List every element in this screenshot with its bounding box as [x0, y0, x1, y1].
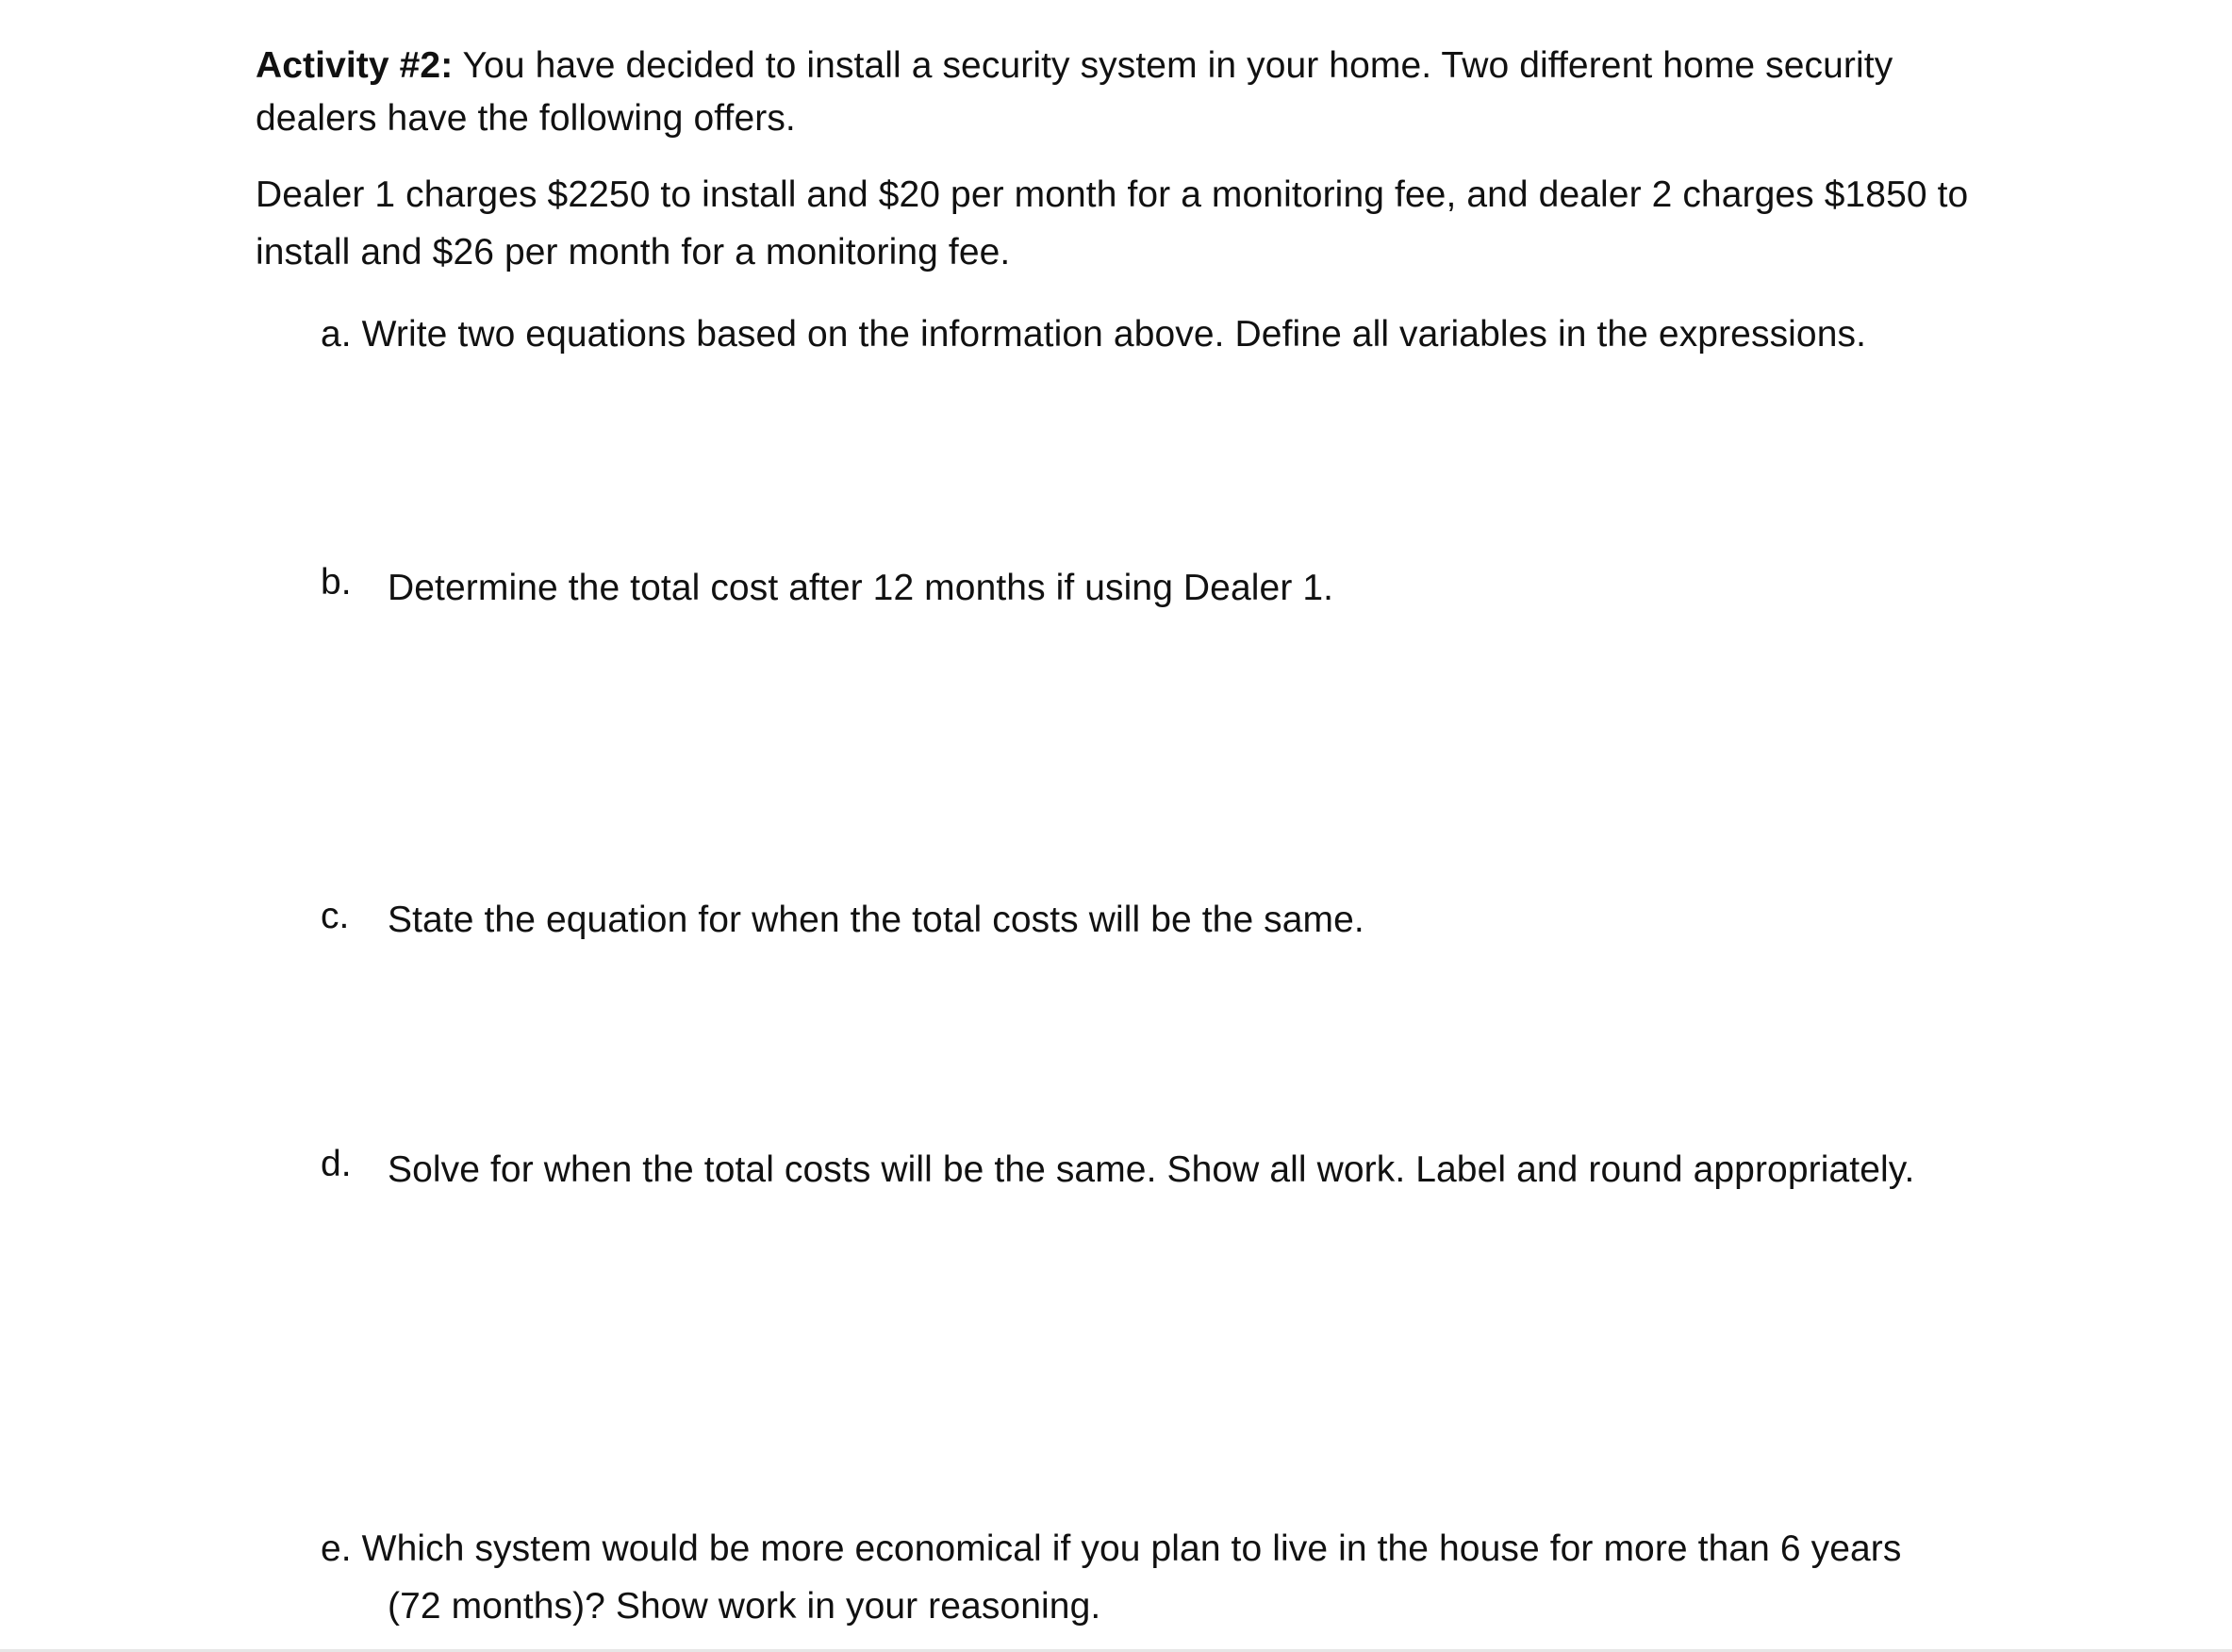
activity-intro-line2: dealers have the following offers. — [256, 98, 796, 139]
question-a: a. Write two equations based on the information above. Define all variables in the expressions. — [321, 314, 1867, 355]
activity-intro-line1 — [256, 47, 1893, 84]
activity-label: Activity #2: — [256, 45, 454, 86]
question-b: Determine the total cost after 12 months if using Dealer 1. — [388, 568, 1334, 608]
question-c-marker: c. — [321, 896, 350, 936]
dealers-line1: Dealer 1 charges $2250 to install and $20 per month for a monitoring fee, and dealer 2 charges $1850 to — [256, 174, 1969, 215]
question-e-line2: (72 months)? Show work in your reasoning. — [388, 1586, 1101, 1627]
dealers-line2: install and $26 per month for a monitoring fee. — [256, 232, 1011, 273]
question-c: State the equation for when the total costs will be the same. — [388, 900, 1364, 940]
question-b-marker: b. — [321, 562, 352, 603]
question-d-marker: d. — [321, 1144, 352, 1184]
activity-intro-text: You have decided to install a security system in your home. Two different home security — [453, 45, 1893, 86]
question-d: Solve for when the total costs will be the same. Show all work. Label and round appropriately. — [388, 1149, 1915, 1190]
question-e-line1: e. Which system would be more economical if you plan to live in the house for more than 6 years — [321, 1528, 1902, 1569]
